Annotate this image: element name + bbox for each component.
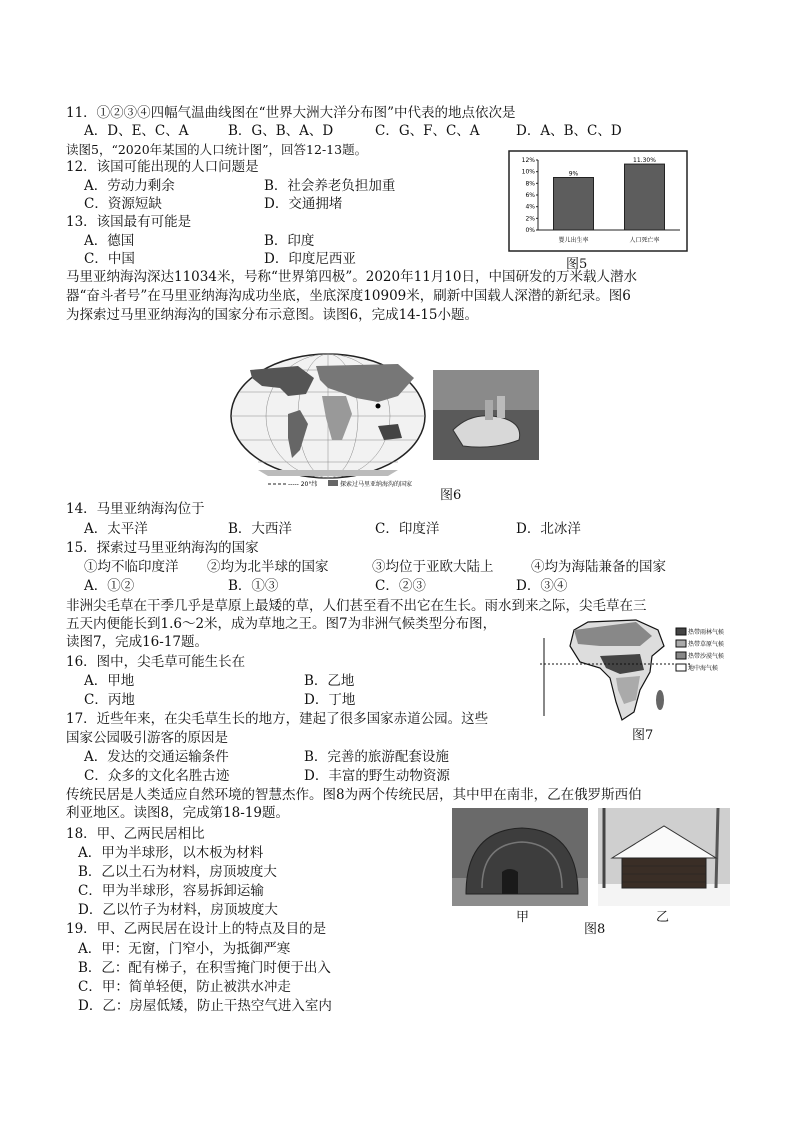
q12-option-d: D．交通拥堵 [264, 196, 343, 212]
bar-value-label: 9% [568, 170, 579, 178]
figure-8-label-jia: 甲 [516, 910, 530, 925]
map-legend-fill: 探索过马里亚纳海沟的国家 [340, 481, 413, 488]
y-tick-label: 2% [525, 215, 535, 223]
figure-5-chart [508, 150, 688, 252]
intro-fig7-line1: 非洲尖毛草在干季几乎是草原上最矮的草，人们甚至看不出它在生长。雨水到来之际，尖毛草在三 [66, 598, 647, 614]
intro-fig8-line2: 利亚地区。读图8，完成第18-19题。 [66, 805, 290, 821]
q17-stem-line1: 17．近些年来，在尖毛草生长的地方，建起了很多国家赤道公园。这些 [66, 711, 489, 727]
figure-6-submersible-photo [433, 370, 539, 460]
figure-5-caption: 图5 [566, 257, 588, 272]
q17-option-c: C．众多的文化名胜古迹 [84, 768, 230, 784]
q14-option-b: B．大西洋 [228, 521, 292, 537]
q16-option-c: C．丙地 [84, 692, 135, 708]
q15-stem: 15．探索过马里亚纳海沟的国家 [66, 540, 259, 556]
bar-1 [554, 178, 594, 231]
q13-option-d: D．印度尼西亚 [264, 251, 356, 267]
figure-8-photo-jia [452, 808, 588, 906]
q16-option-b: B．乙地 [304, 673, 355, 689]
q15-item-3: ③均位于亚欧大陆上 [372, 559, 494, 575]
q15-option-a: A．①② [84, 578, 135, 594]
intro-fig8-line1: 传统民居是人类适应自然环境的智慧杰作。图8为两个传统民居，其中甲在南非，乙在俄罗斯西伯 [66, 787, 642, 803]
bar-2 [625, 164, 665, 230]
q18-option-d: D．乙以竹子为材料，房顶坡度大 [78, 902, 278, 918]
hut-door [502, 869, 518, 894]
q11-option-c: C．G、F、C、A [375, 123, 480, 139]
q15-option-d: D．③④ [516, 578, 568, 594]
q12-stem: 12．该国可能出现的人口问题是 [66, 159, 259, 175]
antarctica [258, 470, 398, 476]
madagascar [656, 690, 664, 710]
q15-item-1: ①均不临印度洋 [84, 559, 179, 575]
q14-stem: 14．马里亚纳海沟位于 [66, 501, 205, 517]
q15-option-c: C．②③ [375, 578, 426, 594]
q12-option-b: B．社会养老负担加重 [264, 178, 396, 194]
figure-7-africa-climate-map [540, 616, 724, 728]
y-tick-label: 10% [521, 168, 535, 176]
q15-item-2: ②均为北半球的国家 [207, 559, 329, 575]
q19-stem: 19．甲、乙两民居在设计上的特点及目的是 [66, 921, 327, 937]
figure-8-caption: 图8 [584, 922, 606, 937]
q16-stem: 16．图中，尖毛草可能生长在 [66, 654, 246, 670]
intro-fig5: 读图5，“2020年某国的人口统计图”，回答12-13题。 [66, 142, 368, 157]
q17-option-d: D．丰富的野生动物资源 [304, 768, 450, 784]
intro-fig7-line3: 读图7，完成16-17题。 [66, 634, 209, 650]
q11-option-b: B．G、B、A、D [228, 123, 334, 139]
q14-option-d: D．北冰洋 [516, 521, 581, 537]
q15-item-4: ④均为海陆兼备的国家 [531, 559, 666, 575]
legend-item-3: 热带沙漠气候 [688, 653, 724, 660]
y-tick-label: 4% [525, 203, 535, 211]
q19-option-c: C．甲：简单轻便，防止被洪水冲走 [78, 979, 291, 995]
figure-8-photo-yi [598, 808, 730, 906]
q14-option-c: C．印度洋 [375, 521, 440, 537]
q18-option-a: A．甲为半球形，以木板为材料 [78, 845, 264, 861]
q16-option-d: D．丁地 [304, 692, 356, 708]
legend-item-1: 热带雨林气候 [688, 629, 724, 636]
q18-option-b: B．乙以土石为材料，房顶坡度大 [78, 864, 277, 880]
climate-legend [676, 628, 724, 672]
y-tick-label: 8% [525, 180, 535, 188]
log-cabin-wall [622, 858, 706, 888]
q16-option-a: A．甲地 [84, 673, 135, 689]
q19-option-b: B．乙：配有梯子，在积雪掩门时便于出入 [78, 960, 331, 976]
q17-option-b: B．完善的旅游配套设施 [304, 749, 449, 765]
q19-option-d: D．乙：房屋低矮，防止干热空气进入室内 [78, 998, 332, 1014]
y-tick-label: 6% [525, 192, 535, 199]
q12-option-a: A．劳动力剩余 [84, 178, 175, 194]
q17-stem-line2: 国家公园吸引游客的原因是 [66, 730, 228, 746]
legend-item-2: 热带草原气候 [688, 641, 724, 648]
q19-option-a: A．甲：无窗，门窄小，为抵御严寒 [78, 941, 291, 957]
intro-fig7-line2: 五天内便能长到1.6～2米，成为草地之王。图7为非洲气候类型分布图， [66, 616, 497, 632]
figure-8-label-yi: 乙 [656, 910, 670, 925]
q13-option-a: A．德国 [84, 233, 135, 249]
q14-option-a: A．太平洋 [84, 521, 148, 537]
legend-item-4: 地中海气候 [688, 665, 719, 672]
q17-option-a: A．发达的交通运输条件 [84, 749, 229, 765]
q11-stem: 11．①②③④四幅气温曲线图在“世界大洲大洋分布图”中代表的地点依次是 [66, 105, 516, 121]
y-tick-label: 0% [525, 227, 535, 234]
q13-option-b: B．印度 [264, 233, 315, 249]
q18-stem: 18．甲、乙两民居相比 [66, 826, 205, 842]
y-tick-label: 12% [521, 157, 535, 164]
q11-option-a: A．D、E、C、A [84, 123, 189, 139]
category-label: 人口死亡率 [629, 237, 660, 244]
q12-option-c: C．资源短缺 [84, 196, 162, 212]
intro-fig6-line3: 为探索过马里亚纳海沟的国家分布示意图。读图6，完成14-15小题。 [66, 307, 479, 323]
intro-fig6-line2: 器“奋斗者号”在马里亚纳海沟成功坐底，坐底深度10909米，刷新中国载人深潜的新纪录。图6 [66, 288, 631, 304]
intro-fig6-line1: 马里亚纳海沟深达11034米，号称“世界第四极”。2020年11月10日，中国研发的万米载人潜水 [66, 269, 637, 285]
category-label: 婴儿出生率 [558, 237, 589, 244]
bar-value-label: 11.30% [633, 157, 656, 165]
figure-6-caption: 图6 [440, 488, 462, 503]
q13-option-c: C．中国 [84, 251, 135, 267]
q15-option-b: B．①③ [228, 578, 279, 594]
q18-option-c: C．甲为半球形，容易拆卸运输 [78, 883, 264, 899]
q13-stem: 13．该国最有可能是 [66, 214, 192, 230]
figure-7-caption: 图7 [632, 728, 654, 743]
mariana-trench-marker [376, 404, 381, 409]
legend-swatch [328, 480, 338, 486]
figure-6-world-map [228, 352, 430, 492]
q11-option-d: D．A、B、C、D [516, 123, 622, 139]
map-legend-line: ----- 20°纬 [288, 481, 318, 488]
